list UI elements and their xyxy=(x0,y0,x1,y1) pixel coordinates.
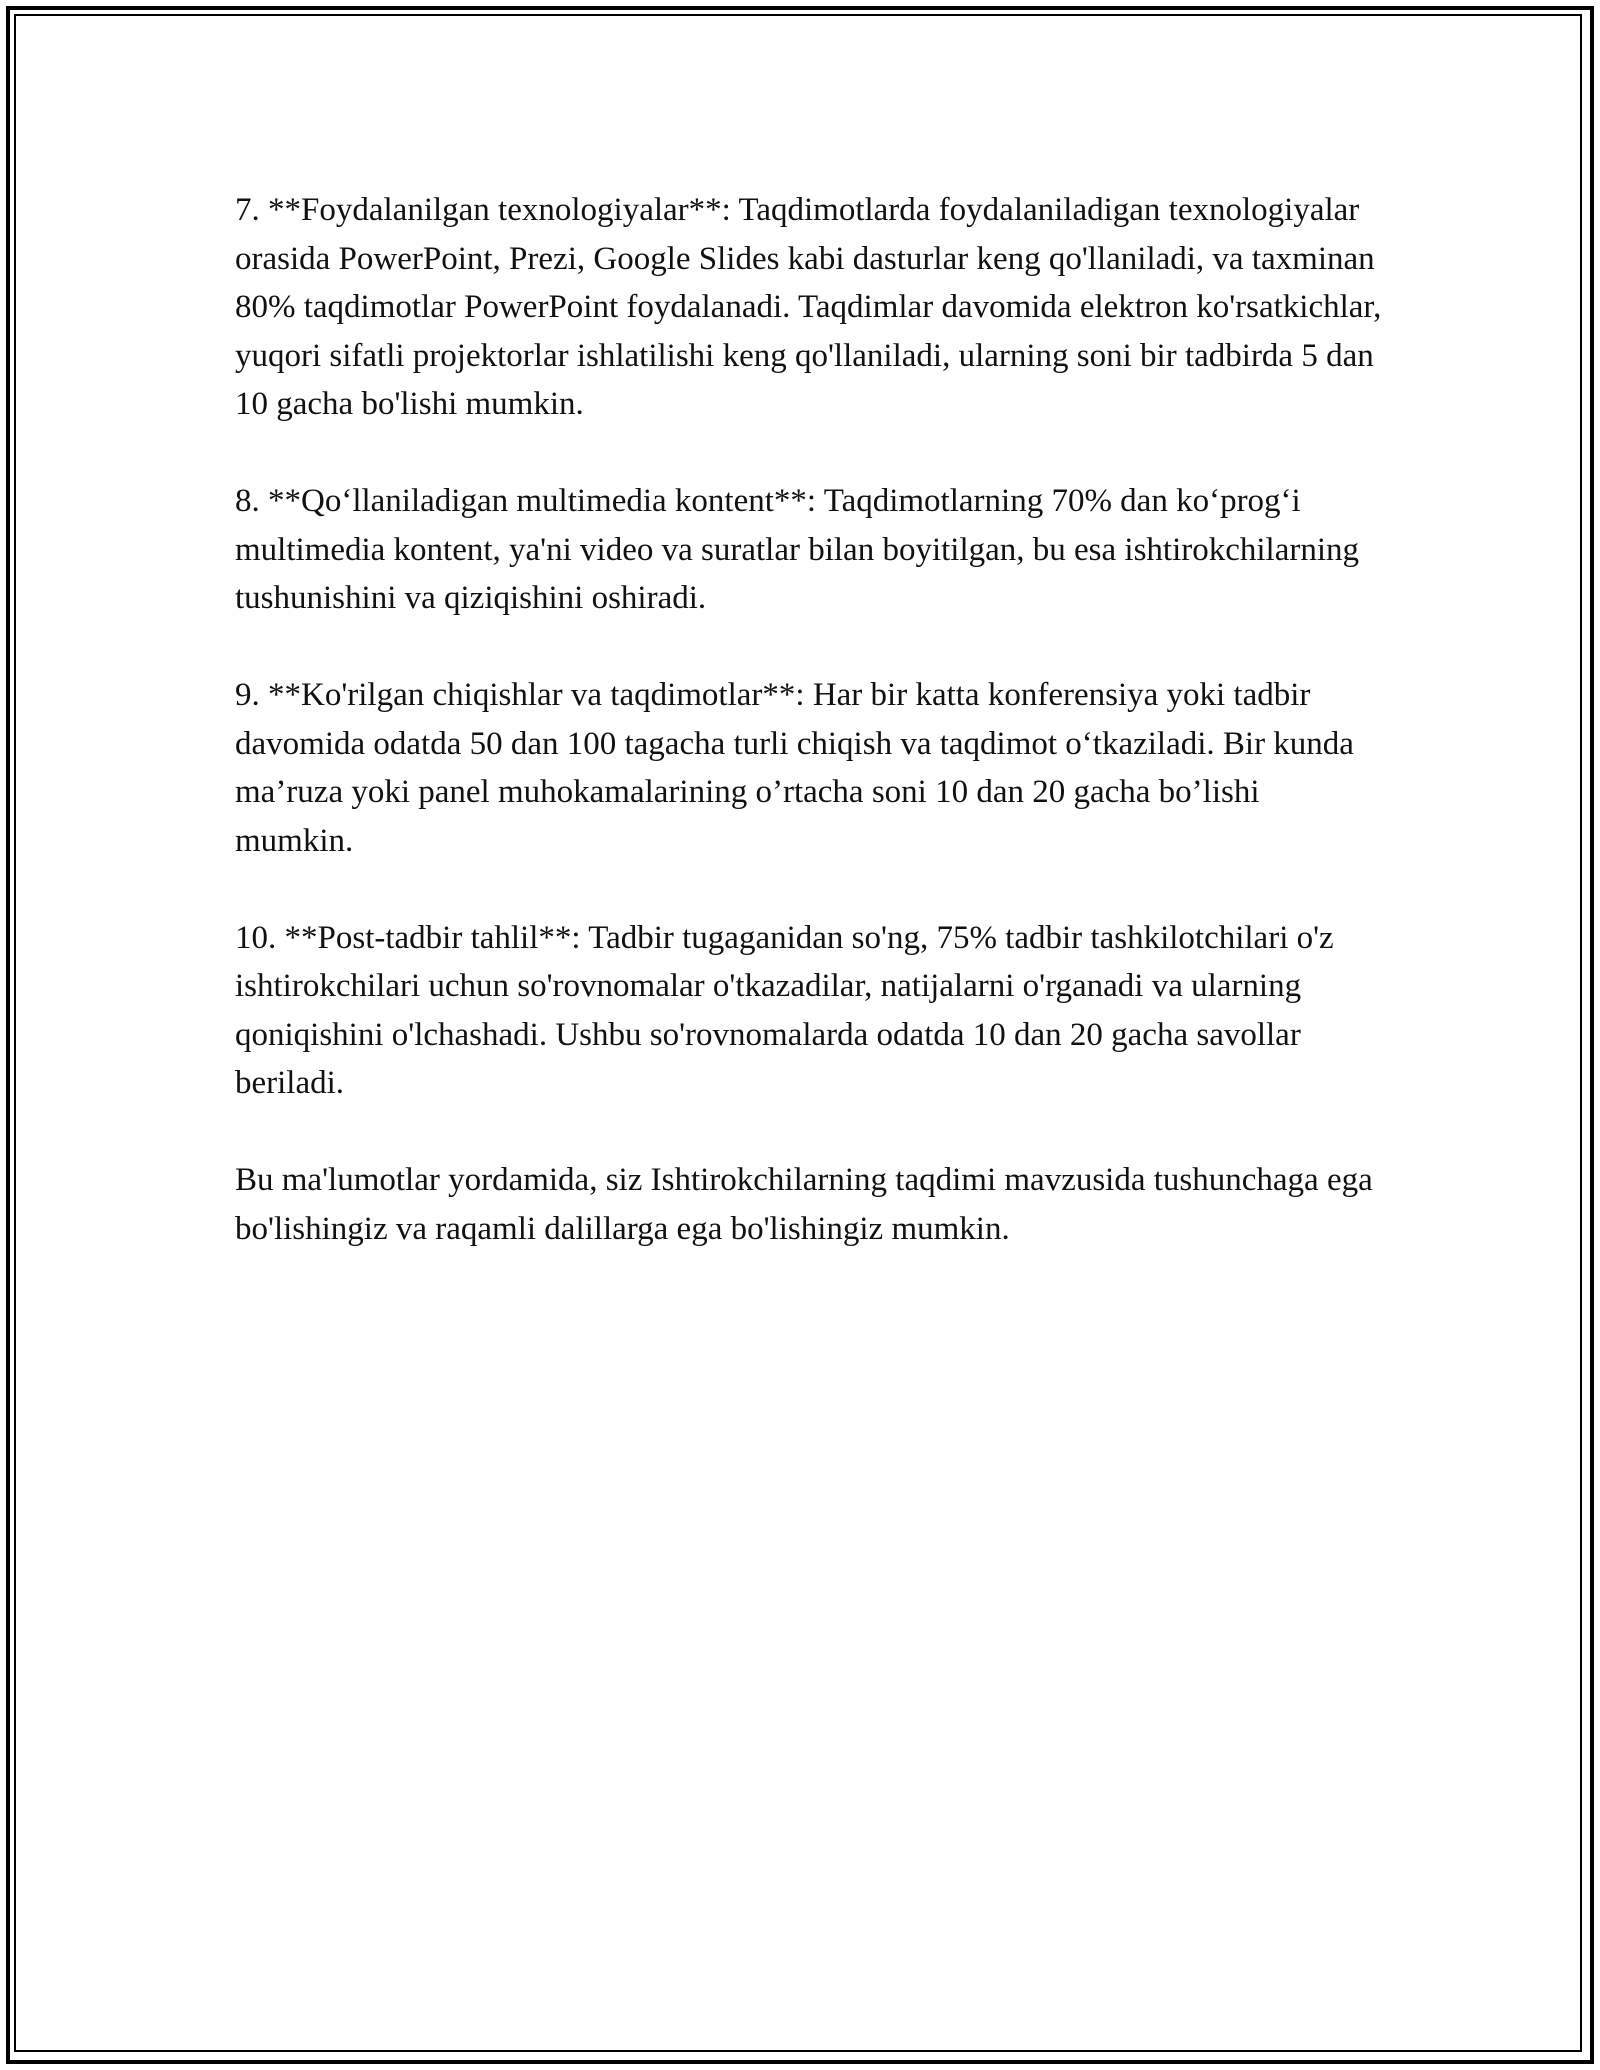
paragraph-presentations: 9. **Ko'rilgan chiqishlar va taqdimotlar**: Har bir katta konferensiya yoki tadbir davomida odatda 50 dan 100 tagacha turli chiqish va taqdimot o‘tkaziladi. Bir kunda ma’ruza yoki panel muhokamalarining o’rtacha soni 10 dan 20 gacha bo’lishi mumkin. xyxy=(235,677,1354,859)
paragraph-conclusion: Bu ma'lumotlar yordamida, siz Ishtirokchilarning taqdimi mavzusida tushunchaga ega bo'lishingiz va raqamli dalillarga ega bo'lishingiz mumkin. xyxy=(235,1162,1373,1247)
paragraph-multimedia-content: 8. **Qo‘llaniladigan multimedia kontent**: Taqdimotlarning 70% dan ko‘prog‘i multimedia kontent, ya'ni video va suratlar bilan boyitilgan, bu esa ishtirokchilarning tushunishini va qiziqishini oshiradi. xyxy=(235,483,1360,616)
paragraph-post-event-analysis: 10. **Post-tadbir tahlil**: Tadbir tugaganidan so'ng, 75% tadbir tashkilotchilari o'z ishtirokchilari uchun so'rovnomalar o'tkazadilar, natijalarni o'rganadi va ularning qoniqishini o'lchashadi. Ushbu so'rovnomalarda odatda 10 dan 20 gacha savollar beriladi. xyxy=(235,919,1334,1101)
document-body xyxy=(235,186,1385,1302)
paragraph-technologies: 7. **Foydalanilgan texnologiyalar**: Taqdimotlarda foydalaniladigan texnologiyalar orasida PowerPoint, Prezi, Google Slides kabi dasturlar keng qo'llaniladi, va taxminan 80% taqdimotlar PowerPoint foydalanadi. Taqdimlar davomida elektron ko'rsatkichlar, yuqori sifatli projektorlar ishlatilishi keng qo'llaniladi, ularning soni bir tadbirda 5 dan 10 gacha bo'lishi mumkin. xyxy=(235,192,1382,422)
